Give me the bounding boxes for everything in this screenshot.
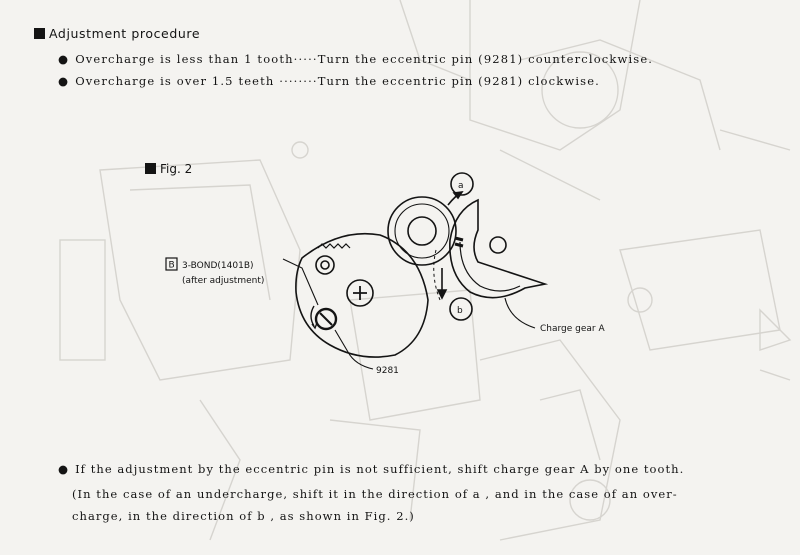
- bond-note: (after adjustment): [182, 276, 265, 286]
- bullet-dot-icon: ●: [58, 74, 70, 88]
- bullet-dot-icon: ●: [58, 52, 70, 66]
- cam-plate: [296, 234, 428, 357]
- note-line-1: [58, 462, 684, 476]
- note-line-2: (In the case of an undercharge, shift it in the direction of a , and in the case of an over-: [72, 487, 678, 501]
- marker-a: a: [458, 181, 464, 191]
- bullet-text: Overcharge is less than 1 tooth·····Turn the eccentric pin (9281) counterclockwise.: [75, 52, 654, 66]
- charge-gear-label: Charge gear A: [540, 324, 605, 334]
- bond-badge: B: [168, 260, 175, 271]
- note-text-1: If the adjustment by the eccentric pin is not sufficient, shift charge gear A by one tooth.: [75, 462, 685, 476]
- note-line-3: charge, in the direction of b , as shown in Fig. 2.): [72, 509, 415, 523]
- bullet-text: Overcharge is over 1.5 teeth ········Turn the eccentric pin (9281) clockwise.: [75, 74, 600, 88]
- bond-label: 3-BOND(1401B): [182, 261, 254, 271]
- charge-gear-a: [450, 200, 545, 298]
- bullet-dot-icon: ●: [58, 462, 70, 476]
- marker-b: b: [457, 306, 463, 316]
- figure-label-text: Fig. 2: [160, 162, 193, 176]
- heading-text: Adjustment procedure: [49, 26, 201, 41]
- small-ring: [316, 256, 334, 274]
- intermediate-gear: [388, 197, 456, 265]
- part-number-label: 9281: [376, 366, 399, 376]
